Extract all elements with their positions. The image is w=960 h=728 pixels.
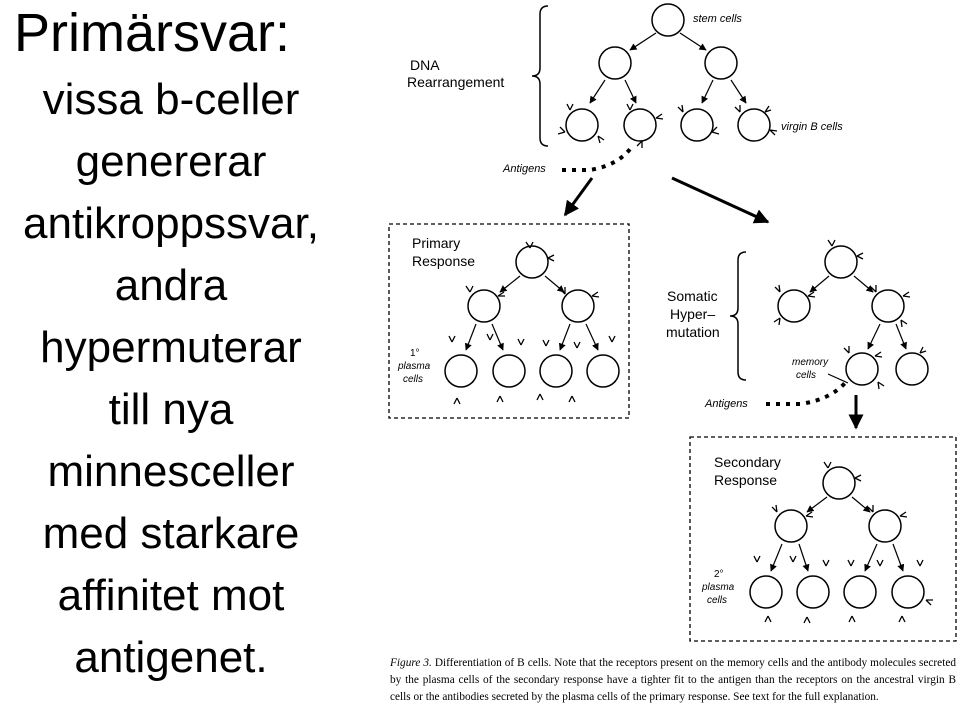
plasma1-degree-label: 1°	[410, 348, 420, 359]
somatic-label: Somatic	[667, 288, 718, 304]
somatic-brace	[730, 252, 746, 380]
dna-label: DNA	[410, 57, 440, 73]
body-line-8: med starkare	[42, 509, 300, 558]
plasma1-plasma-label: plasma	[398, 361, 431, 372]
plasma2-plasma-label: plasma	[702, 582, 735, 593]
body-line-10: antigenet.	[74, 633, 268, 682]
plasma2-degree-label: 2°	[714, 569, 724, 580]
body-line-5: hypermuterar	[40, 323, 302, 372]
mutation-label: mutation	[666, 324, 720, 340]
secondary-response-label: Response	[714, 472, 778, 488]
primary-plasma-cells	[445, 355, 619, 387]
progenitor-cell-left	[599, 47, 631, 79]
mutating-cell-right	[872, 290, 904, 322]
virgin-b-cells	[566, 109, 770, 141]
antigens-top-dots	[562, 145, 633, 170]
rearrangement-label: Rearrangement	[407, 74, 505, 90]
figure-caption-label: Figure 3.	[390, 657, 432, 669]
primary-activated-cell	[516, 246, 548, 278]
secondary-label: Secondary	[714, 454, 781, 470]
plasma1-cells-label: cells	[403, 374, 424, 385]
secondary-clone-right	[869, 510, 901, 542]
stem-cell	[652, 4, 684, 36]
stem-cells-label: stem cells	[693, 13, 742, 25]
body-line-1: vissa b-celler	[42, 75, 300, 124]
secondary-activated-cell	[823, 467, 855, 499]
primary-clone-right	[562, 290, 594, 322]
mutating-cell-top	[825, 246, 857, 278]
memory-cell-right	[896, 353, 928, 385]
virgin-b-cells-label: virgin B cells	[781, 121, 843, 133]
antigens-bottom-label: Antigens	[705, 398, 748, 410]
body-line-6: till nya	[108, 385, 234, 434]
figure-caption	[390, 655, 956, 706]
memory-cell-left	[846, 353, 878, 385]
antigens-top-label: Antigens	[503, 163, 546, 175]
body-line-7: minnesceller	[47, 447, 295, 496]
response-label: Response	[412, 253, 476, 269]
primary-label: Primary	[412, 235, 461, 251]
body-line-3: antikroppssvar,	[23, 199, 319, 248]
body-line-9: affinitet mot	[57, 571, 285, 620]
figure-caption-text: Differentiation of B cells. Note that the receptors present on the memory cells and the antibody molecules secreted by the plasma cells of the secondary response have a tighter fit to the antigen than the receptors on the ancestral virgin B cells or the antibodies secreted by the plasma cells of the primary response. See text for the full explanation.	[390, 657, 956, 703]
dna-brace	[532, 6, 548, 146]
progenitor-cell-right	[705, 47, 737, 79]
plasma2-cells-label: cells	[707, 595, 728, 606]
mutating-cell-left	[778, 290, 810, 322]
secondary-plasma-cells	[750, 576, 924, 608]
slide-title: Primärsvar:	[14, 3, 291, 63]
memory-label: memory	[792, 357, 829, 368]
body-line-2: genererar	[75, 137, 267, 186]
hyper-label: Hyper–	[670, 306, 716, 322]
body-line-4: andra	[114, 261, 228, 310]
memory-cells-label: cells	[796, 370, 817, 381]
antigens-bottom-dots	[766, 382, 846, 404]
secondary-clone-left	[775, 510, 807, 542]
primary-clone-left	[468, 290, 500, 322]
